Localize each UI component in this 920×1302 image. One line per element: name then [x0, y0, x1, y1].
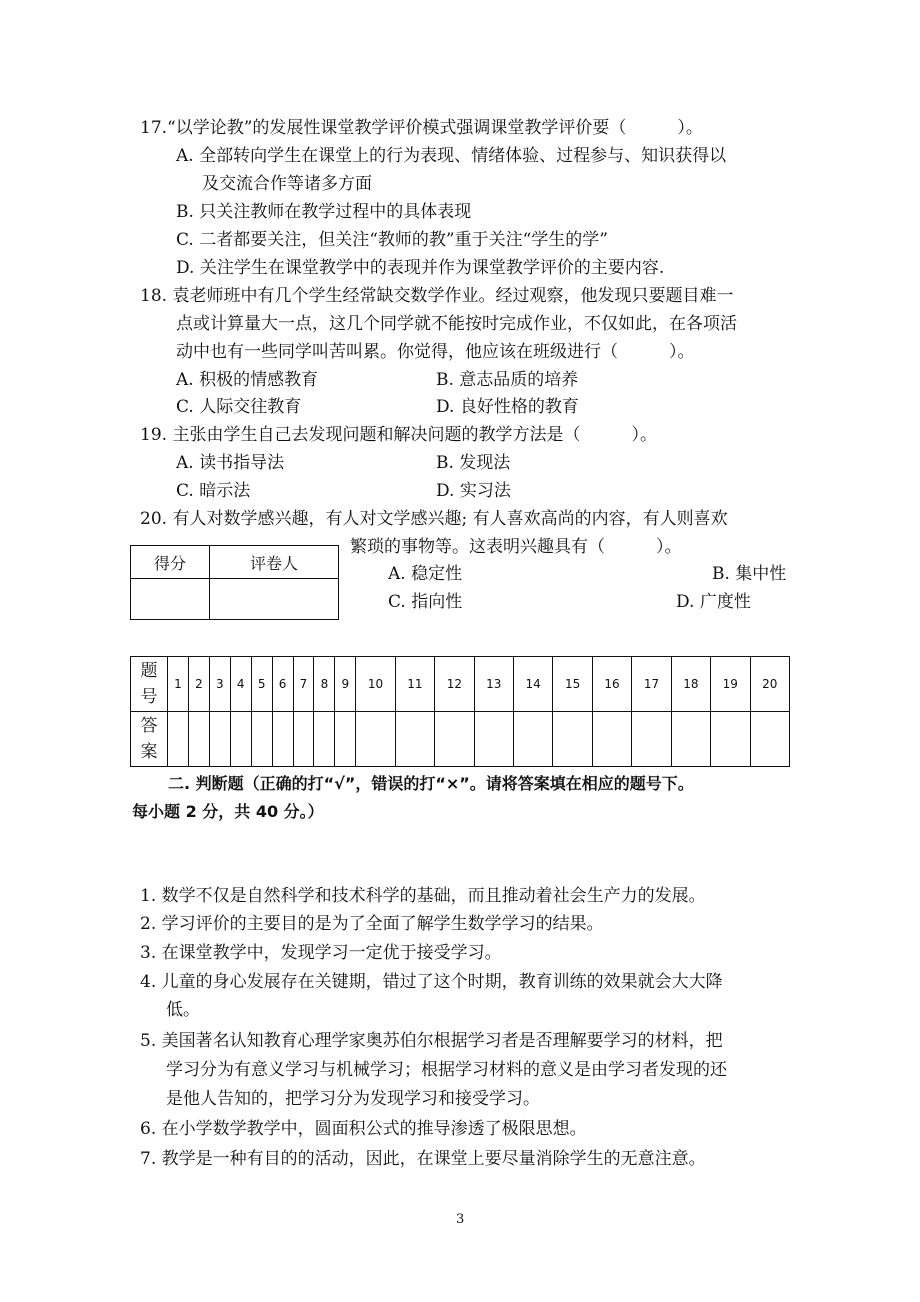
- answer-cell-1[interactable]: [168, 712, 189, 767]
- q20-option-a[interactable]: A. 稳定性: [388, 564, 463, 584]
- answer-cell-14[interactable]: [513, 712, 552, 767]
- answer-cell-17[interactable]: [632, 712, 671, 767]
- tf-item-5: 5. 美国著名认知教育心理学家奥苏伯尔根据学习者是否理解要学习的材料，把: [140, 1031, 723, 1051]
- answer-cell-11[interactable]: [395, 712, 434, 767]
- question-number-20: 20: [750, 657, 789, 712]
- answer-cell-13[interactable]: [474, 712, 513, 767]
- answer-table: [130, 656, 790, 767]
- q20-option-d[interactable]: D. 广度性: [676, 592, 751, 612]
- question-number-13: 13: [474, 657, 513, 712]
- q19-option-a[interactable]: A. 读书指导法: [176, 453, 285, 473]
- q17-stem: 17.“以学论教”的发展性课堂教学评价模式强调课堂教学评价要（ ）。: [140, 118, 703, 138]
- answer-cell-12[interactable]: [435, 712, 474, 767]
- question-number-11: 11: [395, 657, 434, 712]
- tf-item-7: 7. 教学是一种有目的的活动，因此，在课堂上要尽量消除学生的无意注意。: [140, 1149, 706, 1169]
- answer-cell-16[interactable]: [592, 712, 631, 767]
- grader-label: 评卷人: [210, 546, 339, 579]
- tf-item-6: 6. 在小学数学教学中，圆面积公式的推导渗透了极限思想。: [140, 1119, 587, 1139]
- q17-option-c[interactable]: C. 二者都要关注，但关注“教师的教”重于关注“学生的学”: [176, 230, 608, 250]
- answer-cell-15[interactable]: [553, 712, 592, 767]
- answer-table-row2-label: 答 案: [131, 712, 168, 767]
- question-number-6: 6: [272, 657, 293, 712]
- answer-table-number-row: [131, 657, 790, 712]
- tf-item-5-cont1: 学习分为有意义学习与机械学习；根据学习材料的意义是由学习者发现的还: [166, 1060, 727, 1080]
- q18-option-a[interactable]: A. 积极的情感教育: [176, 370, 319, 390]
- tf-item-4-cont: 低。: [166, 1000, 200, 1020]
- answer-table-answer-row: [131, 712, 790, 767]
- tf-item-4: 4. 儿童的身心发展存在关键期，错过了这个时期，教育训练的效果就会大大降: [140, 972, 723, 992]
- answer-cell-6[interactable]: [272, 712, 293, 767]
- answer-cell-7[interactable]: [293, 712, 314, 767]
- q18-stem: 18. 袁老师班中有几个学生经常缺交数学作业。经过观察，他发现只要题目难一: [140, 286, 734, 306]
- score-label: 得分: [131, 546, 210, 579]
- answer-cell-3[interactable]: [209, 712, 230, 767]
- tf-item-5-cont2: 是他人告知的，把学习分为发现学习和接受学习。: [166, 1089, 540, 1109]
- question-number-15: 15: [553, 657, 592, 712]
- section2-heading-line2: 每小题 2 分，共 40 分。）: [132, 802, 324, 821]
- answer-cell-19[interactable]: [711, 712, 750, 767]
- section2-heading: 二. 判断题（正确的打“√”，错误的打“×”。请将答案填在相应的题号下。: [168, 774, 694, 793]
- question-number-9: 9: [335, 657, 356, 712]
- question-number-7: 7: [293, 657, 314, 712]
- answer-cell-18[interactable]: [671, 712, 710, 767]
- tf-item-2: 2. 学习评价的主要目的是为了全面了解学生数学学习的结果。: [140, 914, 604, 934]
- tf-item-3: 3. 在课堂教学中，发现学习一定优于接受学习。: [140, 943, 502, 963]
- q17-option-d[interactable]: D. 关注学生在课堂教学中的表现并作为课堂教学评价的主要内容.: [176, 258, 665, 278]
- q18-stem-line3: 动中也有一些同学叫苦叫累。你觉得，他应该在班级进行（ ）。: [176, 342, 695, 362]
- question-number-8: 8: [314, 657, 335, 712]
- answer-table-row1-label: 题 号: [131, 657, 168, 712]
- question-number-12: 12: [435, 657, 474, 712]
- q19-option-d[interactable]: D. 实习法: [436, 481, 511, 501]
- question-number-4: 4: [230, 657, 251, 712]
- question-number-17: 17: [632, 657, 671, 712]
- score-cell[interactable]: [131, 579, 210, 620]
- q20-stem-line2: 繁琐的事物等。这表明兴趣具有（ ）。: [350, 537, 682, 557]
- answer-cell-5[interactable]: [251, 712, 272, 767]
- q20-option-b[interactable]: B. 集中性: [712, 564, 787, 584]
- page-number: 3: [456, 1212, 465, 1227]
- q20-option-c[interactable]: C. 指向性: [388, 592, 463, 612]
- question-number-3: 3: [209, 657, 230, 712]
- answer-cell-4[interactable]: [230, 712, 251, 767]
- question-number-1: 1: [168, 657, 189, 712]
- grader-cell[interactable]: [210, 579, 339, 620]
- question-number-18: 18: [671, 657, 710, 712]
- q19-stem: 19. 主张由学生自己去发现问题和解决问题的教学方法是（ ）。: [140, 425, 657, 445]
- question-number-16: 16: [592, 657, 631, 712]
- answer-cell-8[interactable]: [314, 712, 335, 767]
- question-number-14: 14: [513, 657, 552, 712]
- q18-stem-line2: 点或计算量大一点，这几个同学就不能按时完成作业，不仅如此，在各项活: [176, 314, 737, 334]
- q18-option-c[interactable]: C. 人际交往教育: [176, 397, 302, 417]
- q18-option-b[interactable]: B. 意志品质的培养: [436, 370, 579, 390]
- q20-stem: 20. 有人对数学感兴趣，有人对文学感兴趣; 有人喜欢高尚的内容，有人则喜欢: [140, 509, 728, 529]
- tf-item-1: 1. 数学不仅是自然科学和技术科学的基础，而且推动着社会生产力的发展。: [140, 886, 706, 906]
- question-number-5: 5: [251, 657, 272, 712]
- answer-cell-20[interactable]: [750, 712, 789, 767]
- q19-option-b[interactable]: B. 发现法: [436, 453, 511, 473]
- q17-option-a[interactable]: A. 全部转向学生在课堂上的行为表现、情绪体验、过程参与、知识获得以: [176, 146, 727, 166]
- question-number-2: 2: [188, 657, 209, 712]
- q19-option-c[interactable]: C. 暗示法: [176, 481, 251, 501]
- q18-option-d[interactable]: D. 良好性格的教育: [436, 397, 579, 417]
- question-number-10: 10: [356, 657, 395, 712]
- score-box: [130, 545, 339, 620]
- answer-cell-9[interactable]: [335, 712, 356, 767]
- question-number-19: 19: [711, 657, 750, 712]
- answer-cell-10[interactable]: [356, 712, 395, 767]
- q17-option-a-cont: 及交流合作等诸多方面: [202, 174, 372, 194]
- answer-cell-2[interactable]: [188, 712, 209, 767]
- q17-option-b[interactable]: B. 只关注教师在教学过程中的具体表现: [176, 202, 472, 222]
